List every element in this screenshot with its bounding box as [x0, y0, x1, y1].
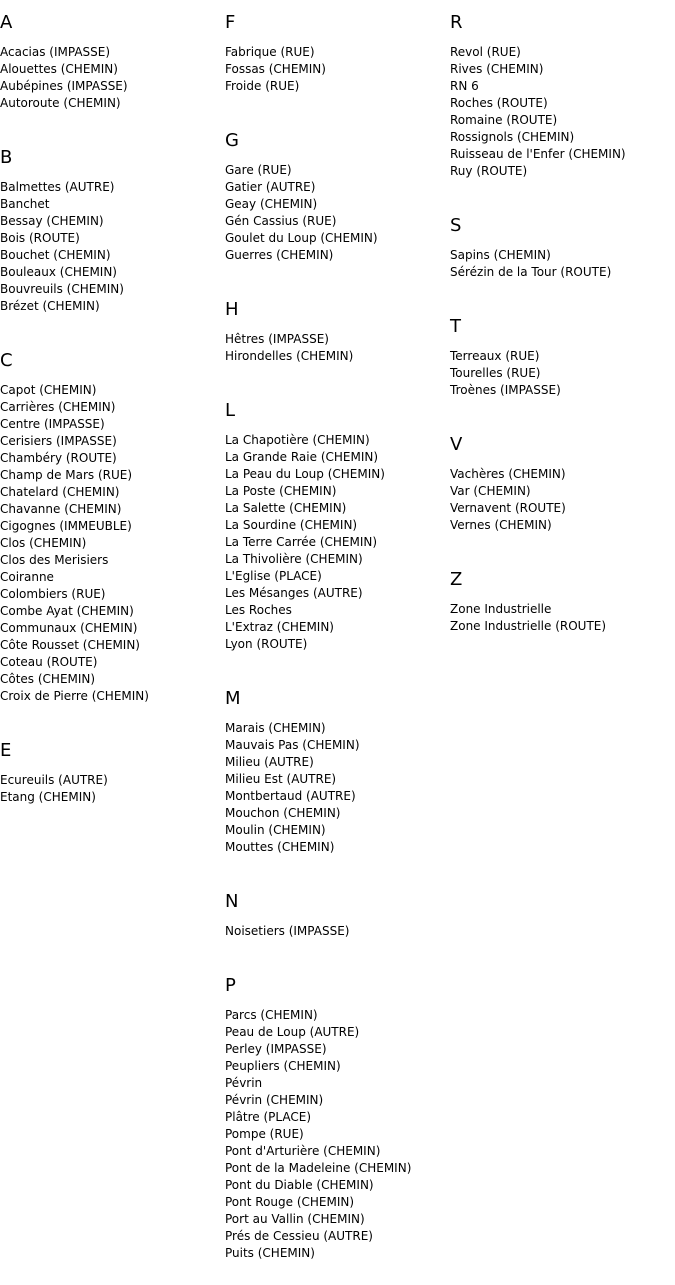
- letter-group: [450, 0, 675, 180]
- street-item: Marais (CHEMIN): [225, 721, 326, 735]
- street-item: Hirondelles (CHEMIN): [225, 349, 354, 363]
- street-item: Clos (CHEMIN): [0, 536, 87, 550]
- street-item: Vernavent (ROUTE): [450, 501, 566, 515]
- street-list: [450, 466, 675, 534]
- street-list: [0, 772, 225, 806]
- letter-heading: B: [0, 147, 13, 168]
- letter-group: [0, 338, 225, 705]
- letter-heading: G: [225, 130, 239, 151]
- letter-heading: R: [450, 12, 463, 33]
- street-item: Centre (IMPASSE): [0, 417, 105, 431]
- street-item: Communaux (CHEMIN): [0, 621, 138, 635]
- street-item: Etang (CHEMIN): [0, 790, 96, 804]
- street-item: Var (CHEMIN): [450, 484, 531, 498]
- letter-group: [450, 422, 675, 534]
- street-item: Banchet: [0, 197, 50, 211]
- street-item: Rives (CHEMIN): [450, 62, 544, 76]
- street-item: La Chapotière (CHEMIN): [225, 433, 370, 447]
- street-item: Pont Rouge (CHEMIN): [225, 1195, 355, 1209]
- street-item: Côte Rousset (CHEMIN): [0, 638, 140, 652]
- street-item: Vachères (CHEMIN): [450, 467, 566, 481]
- street-item: Les Roches: [225, 603, 292, 617]
- street-item: Clos des Merisiers: [0, 553, 109, 567]
- street-item: Coteau (ROUTE): [0, 655, 98, 669]
- street-item: La Terre Carrée (CHEMIN): [225, 535, 378, 549]
- letter-heading: N: [225, 891, 239, 912]
- street-list: [450, 247, 675, 281]
- street-item: La Thivolière (CHEMIN): [225, 552, 363, 566]
- street-item: La Sourdine (CHEMIN): [225, 518, 358, 532]
- street-item: Croix de Pierre (CHEMIN): [0, 689, 149, 703]
- street-list: [225, 923, 450, 940]
- street-item: Chatelard (CHEMIN): [0, 485, 120, 499]
- street-item: Mauvais Pas (CHEMIN): [225, 738, 360, 752]
- street-item: La Peau du Loup (CHEMIN): [225, 467, 385, 481]
- street-list: [225, 331, 450, 365]
- street-item: Ecureuils (AUTRE): [0, 773, 108, 787]
- street-item: La Poste (CHEMIN): [225, 484, 337, 498]
- street-item: Côtes (CHEMIN): [0, 672, 96, 686]
- street-item: Chavanne (CHEMIN): [0, 502, 122, 516]
- street-item: Carrières (CHEMIN): [0, 400, 116, 414]
- street-item: Cigognes (IMMEUBLE): [0, 519, 132, 533]
- street-list: [450, 601, 675, 635]
- street-item: Froide (RUE): [225, 79, 300, 93]
- street-item: RN 6: [450, 79, 479, 93]
- street-item: Bouchet (CHEMIN): [0, 248, 111, 262]
- letter-group: [450, 557, 675, 635]
- letter-group: [225, 388, 450, 653]
- letter-heading: S: [450, 215, 462, 236]
- street-list: [225, 432, 450, 653]
- index-column: [0, 0, 225, 829]
- street-item: Plâtre (PLACE): [225, 1110, 312, 1124]
- letter-heading: T: [450, 316, 461, 337]
- street-item: Bois (ROUTE): [0, 231, 80, 245]
- street-item: Milieu Est (AUTRE): [225, 772, 337, 786]
- street-list: [450, 348, 675, 399]
- street-item: Alouettes (CHEMIN): [0, 62, 118, 76]
- street-item: Pont de la Madeleine (CHEMIN): [225, 1161, 412, 1175]
- street-item: Mouchon (CHEMIN): [225, 806, 341, 820]
- street-item: Revol (RUE): [450, 45, 521, 59]
- letter-heading: P: [225, 975, 236, 996]
- street-item: Pont du Diable (CHEMIN): [225, 1178, 374, 1192]
- letter-group: [450, 203, 675, 281]
- street-item: La Grande Raie (CHEMIN): [225, 450, 379, 464]
- letter-heading: M: [225, 688, 241, 709]
- index-column: [225, 0, 450, 1285]
- street-item: Cerisiers (IMPASSE): [0, 434, 117, 448]
- street-item: Romaine (ROUTE): [450, 113, 558, 127]
- street-item: Pompe (RUE): [225, 1127, 304, 1141]
- street-item: Sérézin de la Tour (ROUTE): [450, 265, 612, 279]
- street-item: Peau de Loup (AUTRE): [225, 1025, 360, 1039]
- street-item: Rossignols (CHEMIN): [450, 130, 575, 144]
- street-item: Vernes (CHEMIN): [450, 518, 552, 532]
- street-item: Parcs (CHEMIN): [225, 1008, 318, 1022]
- street-item: Zone Industrielle: [450, 602, 552, 616]
- street-item: Puits (CHEMIN): [225, 1246, 315, 1260]
- street-item: Autoroute (CHEMIN): [0, 96, 121, 110]
- street-item: Bessay (CHEMIN): [0, 214, 104, 228]
- letter-group: [225, 118, 450, 264]
- street-item: La Salette (CHEMIN): [225, 501, 347, 515]
- street-item: Milieu (AUTRE): [225, 755, 314, 769]
- street-item: Perley (IMPASSE): [225, 1042, 327, 1056]
- street-list: [0, 382, 225, 705]
- letter-heading: V: [450, 434, 463, 455]
- street-item: Hêtres (IMPASSE): [225, 332, 329, 346]
- street-item: Capot (CHEMIN): [0, 383, 97, 397]
- street-item: Roches (ROUTE): [450, 96, 548, 110]
- letter-heading: C: [0, 350, 13, 371]
- street-item: Mouttes (CHEMIN): [225, 840, 335, 854]
- street-item: Chambéry (ROUTE): [0, 451, 117, 465]
- street-item: L'Extraz (CHEMIN): [225, 620, 334, 634]
- street-item: Pévrin (CHEMIN): [225, 1093, 324, 1107]
- street-list: [225, 720, 450, 856]
- letter-group: [225, 287, 450, 365]
- street-item: Balmettes (AUTRE): [0, 180, 115, 194]
- letter-group: [225, 963, 450, 1262]
- letter-group: [225, 676, 450, 856]
- street-item: Aubépines (IMPASSE): [0, 79, 128, 93]
- street-list: [225, 1007, 450, 1262]
- street-item: Tourelles (RUE): [450, 366, 541, 380]
- street-item: Fabrique (RUE): [225, 45, 315, 59]
- street-list: [225, 44, 450, 95]
- street-item: Pévrin: [225, 1076, 263, 1090]
- street-item: Combe Ayat (CHEMIN): [0, 604, 134, 618]
- street-item: Montbertaud (AUTRE): [225, 789, 356, 803]
- street-item: Troènes (IMPASSE): [450, 383, 561, 397]
- street-item: Goulet du Loup (CHEMIN): [225, 231, 378, 245]
- street-item: L'Eglise (PLACE): [225, 569, 322, 583]
- street-item: Bouvreuils (CHEMIN): [0, 282, 124, 296]
- letter-group: [0, 0, 225, 112]
- street-item: Terreaux (RUE): [450, 349, 540, 363]
- street-list: [225, 162, 450, 264]
- letter-group: [225, 0, 450, 95]
- street-list: [450, 44, 675, 180]
- street-item: Fossas (CHEMIN): [225, 62, 326, 76]
- street-item: Prés de Cessieu (AUTRE): [225, 1229, 373, 1243]
- letter-heading: F: [225, 12, 236, 33]
- street-item: Ruy (ROUTE): [450, 164, 528, 178]
- street-item: Brézet (CHEMIN): [0, 299, 100, 313]
- street-item: Bouleaux (CHEMIN): [0, 265, 117, 279]
- street-item: Peupliers (CHEMIN): [225, 1059, 341, 1073]
- street-item: Sapins (CHEMIN): [450, 248, 551, 262]
- street-item: Gare (RUE): [225, 163, 292, 177]
- street-item: Champ de Mars (RUE): [0, 468, 133, 482]
- letter-heading: Z: [450, 569, 463, 590]
- street-item: Coiranne: [0, 570, 54, 584]
- street-item: Gatier (AUTRE): [225, 180, 316, 194]
- street-item: Port au Vallin (CHEMIN): [225, 1212, 365, 1226]
- street-item: Acacias (IMPASSE): [0, 45, 111, 59]
- index-column: [450, 0, 675, 658]
- street-item: Gén Cassius (RUE): [225, 214, 337, 228]
- letter-group: [0, 135, 225, 315]
- street-item: Guerres (CHEMIN): [225, 248, 334, 262]
- letter-group: [0, 728, 225, 806]
- letter-heading: L: [225, 400, 236, 421]
- street-list: [0, 179, 225, 315]
- street-item: Moulin (CHEMIN): [225, 823, 326, 837]
- street-item: Colombiers (RUE): [0, 587, 106, 601]
- street-item: Ruisseau de l'Enfer (CHEMIN): [450, 147, 626, 161]
- street-item: Geay (CHEMIN): [225, 197, 318, 211]
- letter-heading: A: [0, 12, 13, 33]
- street-item: Les Mésanges (AUTRE): [225, 586, 363, 600]
- street-item: Pont d'Arturière (CHEMIN): [225, 1144, 381, 1158]
- letter-group: [450, 304, 675, 399]
- street-list: [0, 44, 225, 112]
- letter-heading: H: [225, 299, 239, 320]
- street-item: Noisetiers (IMPASSE): [225, 924, 350, 938]
- letter-heading: E: [0, 740, 12, 761]
- street-item: Zone Industrielle (ROUTE): [450, 619, 607, 633]
- letter-group: [225, 879, 450, 940]
- street-item: Lyon (ROUTE): [225, 637, 308, 651]
